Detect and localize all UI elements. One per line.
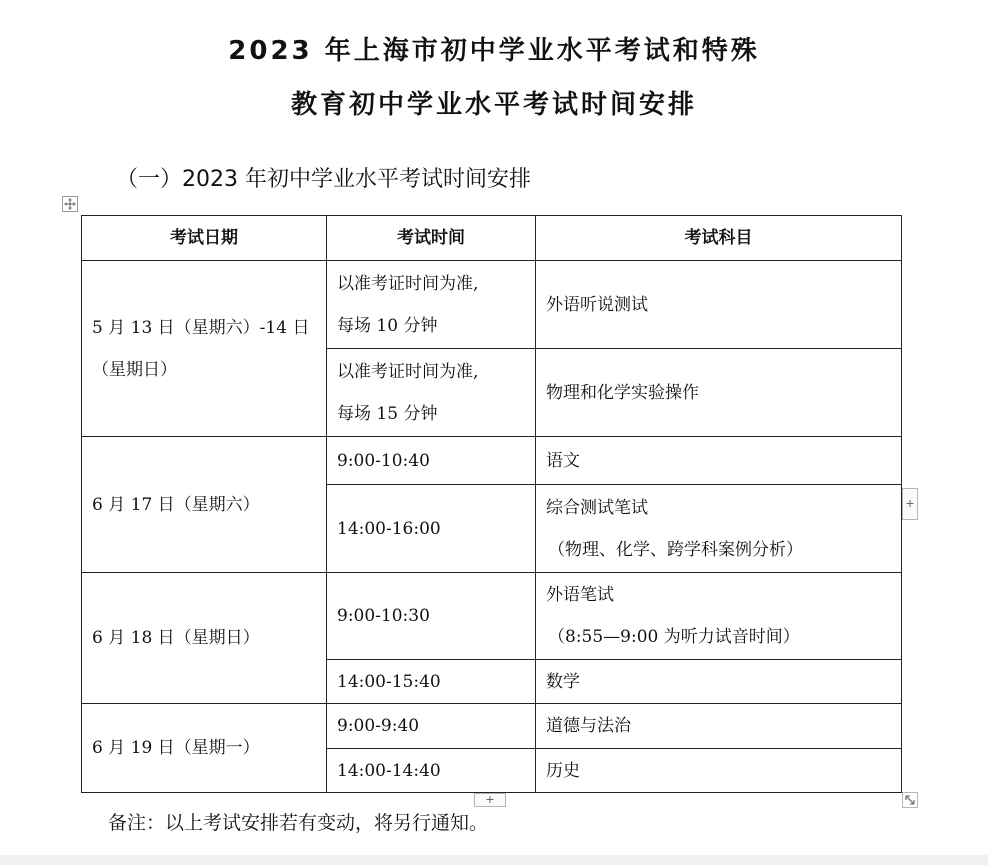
time-cell: 9:00-10:30 <box>327 573 536 660</box>
header-exam-subject: 考试科目 <box>536 216 902 261</box>
time-cell <box>327 261 536 349</box>
footnote: 备注：以上考试安排若有变动，将另行通知。 <box>108 812 489 834</box>
document-title-line-2: 教育初中学业水平考试时间安排 <box>290 90 697 120</box>
subject-text: 综合测试笔试 <box>546 497 648 518</box>
date-cell: 6 月 17 日（星期六） <box>82 437 327 573</box>
table-row <box>82 704 902 749</box>
subject-cell: 数学 <box>536 660 902 704</box>
table-row <box>82 437 902 485</box>
date-cell: 6 月 18 日（星期日） <box>82 573 327 704</box>
subject-cell <box>536 485 902 573</box>
time-cell: 14:00-14:40 <box>327 749 536 793</box>
subject-cell <box>536 573 902 660</box>
subject-text: 外语笔试 <box>546 585 614 605</box>
table-row <box>82 573 902 660</box>
document-title-line-1: 2023 年上海市初中学业水平考试和特殊 <box>228 36 760 66</box>
time-cell: 9:00-10:40 <box>327 437 536 485</box>
date-cell: 6 月 19 日（星期一） <box>82 704 327 793</box>
subject-cell: 历史 <box>536 749 902 793</box>
header-exam-time: 考试时间 <box>327 216 536 261</box>
time-text: 以准考证时间为准, <box>337 273 479 294</box>
header-exam-date: 考试日期 <box>82 216 327 261</box>
subject-note: （物理、化学、跨学科案例分析） <box>548 539 803 560</box>
section-heading: （一）2023 年初中学业水平考试时间安排 <box>116 167 531 192</box>
table-resize-handle-icon[interactable] <box>902 792 918 808</box>
subject-cell: 道德与法治 <box>536 704 902 749</box>
date-cell: 5 月 13 日（星期六）-14 日（星期日） <box>82 261 327 437</box>
time-cell: 14:00-15:40 <box>327 660 536 704</box>
subject-cell: 物理和化学实验操作 <box>536 349 902 437</box>
time-text: 以准考证时间为准, <box>337 361 479 382</box>
table-header-row <box>82 216 902 261</box>
subject-note: （8:55—9:00 为听力试音时间） <box>548 627 800 647</box>
add-row-button[interactable]: + <box>474 793 506 807</box>
table-row <box>82 261 902 349</box>
time-cell <box>327 349 536 437</box>
subject-cell: 外语听说测试 <box>536 261 902 349</box>
time-text: 每场 10 分钟 <box>337 315 438 336</box>
exam-schedule-table <box>81 215 902 793</box>
page-bottom-bar <box>0 855 988 865</box>
subject-cell: 语文 <box>536 437 902 485</box>
add-column-button[interactable]: + <box>902 488 918 520</box>
table-move-handle-icon[interactable] <box>62 196 78 212</box>
time-cell: 14:00-16:00 <box>327 485 536 573</box>
time-cell: 9:00-9:40 <box>327 704 536 749</box>
time-text: 每场 15 分钟 <box>337 403 438 424</box>
